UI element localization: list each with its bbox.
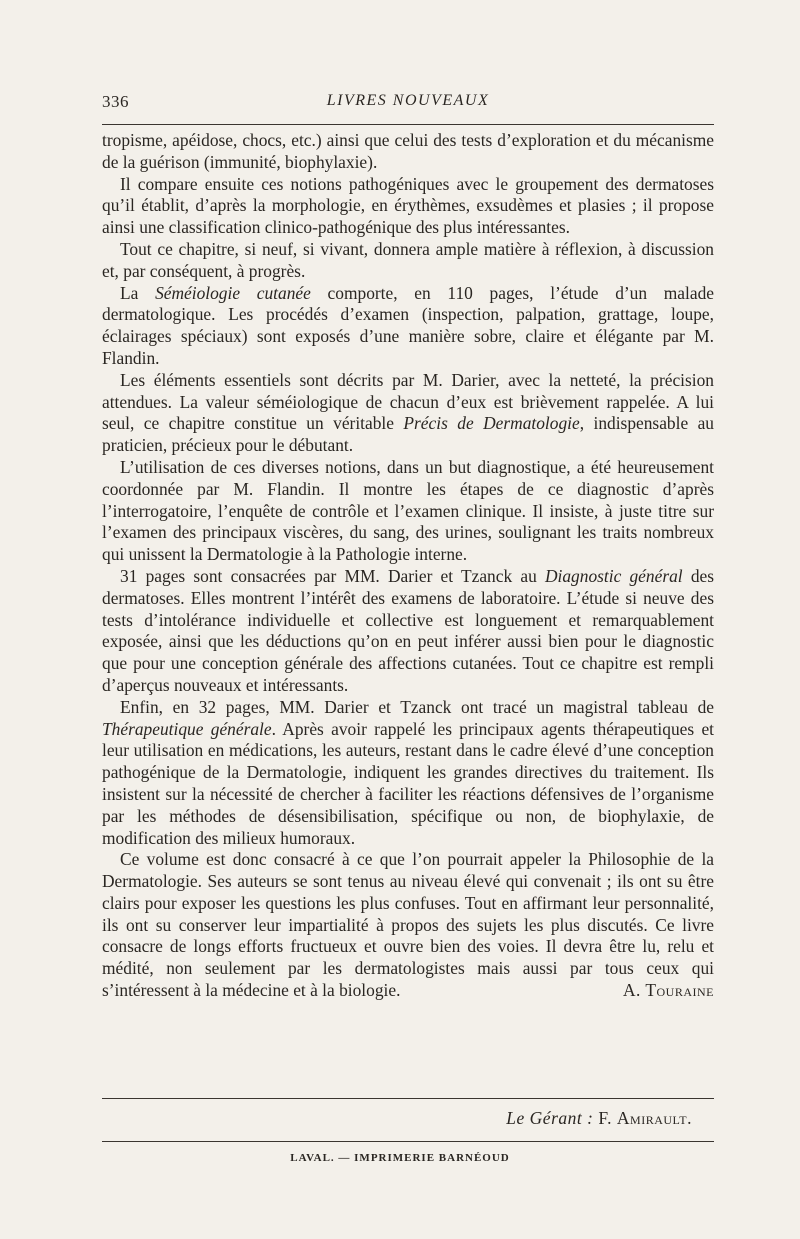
paragraph-text: Ce volume est donc consacré à ce que l’on pourrait appeler la Philosophie de la Dermatologie. Ses auteurs se sont tenus au niveau élevé qui convenait ; ils ont su être clairs pour exposer les questions les plus confuses. Tout en affirmant leur personnalité, ils ont su conserver leur impartialité à propos des sujets les plus discutés. Ce livre consacre de longs efforts fructueux et ouvre bien des voies. Il devra être lu, relu et médité, non seulement par les dermatologistes mais aussi par tous ceux qui s’intéressent à la médecine et à la biologie. xyxy=(102,849,714,1001)
gerant-name: Amirault. xyxy=(616,1108,692,1128)
paragraph-text: . Après avoir rappelé les principaux agents thérapeutiques et leur utilisation en médications, les auteurs, restant dans le cadre élevé d’une conception pathogénique de la Dermatologie, indiquent les grandes directives du traitement. Ils insistent sur la nécessité de chercher à faciliter les réactions défensives de l’organisme par les méthodes de désensibilisation, spécifique ou non, de biophylaxie, de modification des milieux humoraux. xyxy=(102,718,714,848)
paragraph-text: Il compare ensuite ces notions pathogéniques avec le groupement des dermatoses qu’il établit, d’après la morphologie, en érythèmes, exsudèmes et plasies ; il propose ainsi une classification clinico-pathogénique des plus intéressantes. xyxy=(102,173,714,238)
paragraph-text: comporte, en 110 pages, l’étude d’un malade dermatologique. Les procédés d’examen (inspection, palpation, grattage, loupe, éclairages spéciaux) sont exposés d’une manière sobre, claire et élégante par M. Flandin. xyxy=(102,282,714,368)
paragraph xyxy=(102,370,714,457)
printer-imprint: LAVAL. — IMPRIMERIE BARNÉOUD xyxy=(290,1152,510,1164)
paragraph-text: Tout ce chapitre, si neuf, si vivant, donnera ample matière à réflexion, à discussion et, par conséquent, à progrès. xyxy=(102,238,714,281)
book-section-title: Diagnostic général xyxy=(544,565,683,586)
paragraph xyxy=(102,849,714,1002)
paragraph-text: Les éléments essentiels sont décrits par M. Darier, avec la netteté, la précision attendues. La valeur séméiologique de chacun d’eux est brièvement rappelée. A lui seul, ce chapitre constitue un véritable xyxy=(102,369,714,434)
book-section-title: Thérapeutique générale xyxy=(102,718,272,739)
paragraph-text: La xyxy=(120,282,156,303)
printer-rule xyxy=(102,1141,714,1142)
author-signature: A. Touraine xyxy=(622,980,714,1001)
paragraph xyxy=(102,174,714,239)
header-rule xyxy=(102,124,714,125)
paragraph-text: des dermatoses. Elles montrent l’intérêt des examens de laboratoire. L’étude si neuve des tests d’intolérance individuelle et collective est longuement et remarquablement exposée, ainsi que les déductions qu’on en peut inférer aussi bien pour le diagnostic que pour une conception générale des affections cutanées. Tout ce chapitre est rempli d’aperçus nouveaux et intéressants. xyxy=(102,565,715,695)
gerant-line xyxy=(102,1108,692,1129)
book-section-title: Précis de Dermatologie xyxy=(403,413,580,434)
page-header xyxy=(102,86,714,114)
book-section-title: Séméiologie cutanée xyxy=(155,282,311,303)
paragraph-text: Enfin, en 32 pages, MM. Darier et Tzanck ont tracé un magistral tableau de xyxy=(120,696,714,717)
paragraph xyxy=(102,130,714,174)
paragraph-text: tropisme, apéidose, chocs, etc.) ainsi que celui des tests d’exploration et du mécanisme de la guérison (immunité, biophylaxie). xyxy=(102,130,714,172)
article-body xyxy=(102,130,714,1002)
paragraph-text: 31 pages sont consacrées par MM. Darier et Tzanck au xyxy=(120,565,545,586)
page-number: 336 xyxy=(102,92,129,111)
paragraph xyxy=(102,697,714,850)
paragraph xyxy=(102,283,714,370)
paragraph xyxy=(102,239,714,283)
paragraph-text: , indispensable au praticien, précieux pour le débutant. xyxy=(102,413,715,456)
gerant-label: Le Gérant : xyxy=(506,1108,594,1128)
gerant-initial: F. xyxy=(598,1108,617,1128)
paragraph xyxy=(102,566,714,697)
paragraph-text: L’utilisation de ces diverses notions, dans un but diagnostique, a été heureusement coordonnée par M. Flandin. Il montre les étapes de ce diagnostic d’après l’interrogatoire, l’enquête de contrôle et l’examen clinique. Il insiste, à juste titre sur l’examen des principaux viscères, du sang, des urines, soulignant les traits nombreux qui unissent la Dermatologie à la Pathologie interne. xyxy=(102,456,714,565)
running-title: LIVRES NOUVEAUX xyxy=(326,92,490,109)
footer-rule xyxy=(102,1098,714,1099)
paragraph xyxy=(102,457,714,566)
